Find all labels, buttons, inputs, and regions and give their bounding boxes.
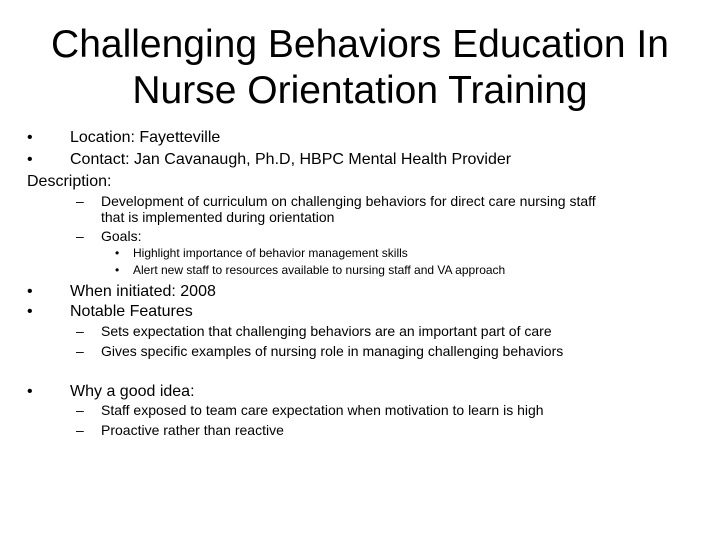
title-line-2: Nurse Orientation Training — [132, 69, 588, 112]
contact-text: Contact: Jan Cavanaugh, Ph.D, HBPC Mental Health Provider — [70, 151, 512, 168]
bullet-notable: • — [27, 303, 33, 320]
bullet-contact: • — [27, 151, 33, 168]
title-line-1: Challenging Behaviors Education In — [51, 23, 669, 66]
dash-why-1: – — [76, 402, 84, 418]
location-text: Location: Fayetteville — [70, 129, 221, 146]
dash-notable-2: – — [76, 343, 84, 359]
bullet-location: • — [27, 129, 33, 146]
development-line-2: that is implemented during orientation — [101, 209, 335, 225]
dash-goals: – — [76, 228, 84, 244]
dash-why-2: – — [76, 422, 84, 438]
goals-label: Goals: — [101, 228, 142, 244]
bullet-goal-1: • — [115, 246, 120, 260]
why-item-2: Proactive rather than reactive — [101, 422, 284, 438]
notable-item-1: Sets expectation that challenging behaviors are an important part of care — [101, 323, 552, 339]
dash-notable-1: – — [76, 323, 84, 339]
why-item-1: Staff exposed to team care expectation when motivation to learn is high — [101, 402, 544, 418]
bullet-when: • — [27, 283, 33, 300]
description-label: Description: — [27, 173, 112, 190]
notable-item-2: Gives specific examples of nursing role in managing challenging behaviors — [101, 343, 564, 359]
dash-development: – — [76, 193, 84, 209]
goal-item-2: Alert new staff to resources available to nursing staff and VA approach — [133, 263, 506, 277]
slide-title — [20, 22, 700, 114]
bullet-goal-2: • — [115, 263, 120, 277]
notable-features-label: Notable Features — [70, 303, 193, 320]
when-initiated-text: When initiated: 2008 — [70, 283, 216, 300]
goal-item-1: Highlight importance of behavior management skills — [133, 246, 408, 260]
bullet-why: • — [27, 383, 33, 400]
why-label: Why a good idea: — [70, 383, 195, 400]
development-line-1: Development of curriculum on challenging behaviors for direct care nursing staff — [101, 193, 596, 209]
